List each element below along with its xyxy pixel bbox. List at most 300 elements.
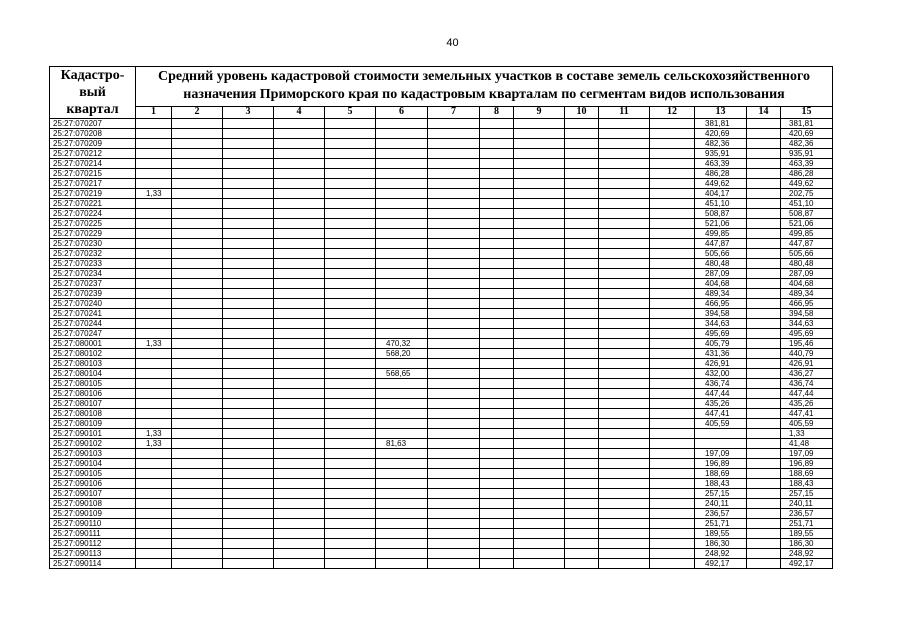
- empty-cell: [428, 239, 480, 249]
- empty-cell: [650, 499, 695, 509]
- table-row: [50, 399, 833, 409]
- empty-cell: [480, 459, 514, 469]
- cell-col-1: [136, 479, 172, 489]
- cell-col-1: [136, 219, 172, 229]
- header-cadastral-quarter-text: Кадастро- вый квартал: [60, 68, 125, 117]
- empty-cell: [325, 449, 376, 459]
- empty-cell: [480, 219, 514, 229]
- empty-cell: [480, 139, 514, 149]
- cadastral-code: 25:27:070217: [50, 179, 136, 189]
- empty-cell: [565, 539, 599, 549]
- empty-cell: [428, 329, 480, 339]
- empty-cell: [172, 179, 223, 189]
- empty-cell: [599, 359, 650, 369]
- cell-col-13: 447,41: [695, 409, 747, 419]
- empty-cell: [599, 249, 650, 259]
- empty-cell: [599, 129, 650, 139]
- empty-cell: [325, 439, 376, 449]
- empty-cell: [514, 229, 565, 239]
- cell-col-15: 489,34: [781, 289, 833, 299]
- empty-cell: [565, 279, 599, 289]
- empty-cell: [650, 269, 695, 279]
- empty-cell: [480, 499, 514, 509]
- cell-col-6: [376, 199, 428, 209]
- cell-col-6: [376, 289, 428, 299]
- empty-cell: [599, 489, 650, 499]
- cell-col-6: [376, 129, 428, 139]
- empty-cell: [428, 299, 480, 309]
- empty-cell: [274, 199, 325, 209]
- empty-cell: [650, 459, 695, 469]
- empty-cell: [480, 349, 514, 359]
- cadastral-table: [49, 66, 833, 569]
- table-row: [50, 119, 833, 129]
- empty-cell: [514, 539, 565, 549]
- column-number-1: 1: [136, 106, 172, 118]
- empty-cell: [747, 389, 781, 399]
- table-row: [50, 509, 833, 519]
- empty-cell: [650, 259, 695, 269]
- empty-cell: [223, 529, 274, 539]
- empty-cell: [172, 519, 223, 529]
- empty-cell: [514, 379, 565, 389]
- cadastral-code: 25:27:070221: [50, 199, 136, 209]
- empty-cell: [274, 229, 325, 239]
- cell-col-15: 195,46: [781, 339, 833, 349]
- empty-cell: [599, 229, 650, 239]
- empty-cell: [223, 139, 274, 149]
- empty-cell: [747, 119, 781, 129]
- cadastral-code: 25:27:070233: [50, 259, 136, 269]
- empty-cell: [650, 369, 695, 379]
- cell-col-6: [376, 329, 428, 339]
- cell-col-13: 344,63: [695, 319, 747, 329]
- empty-cell: [599, 219, 650, 229]
- empty-cell: [650, 509, 695, 519]
- empty-cell: [223, 469, 274, 479]
- empty-cell: [747, 489, 781, 499]
- cadastral-code: 25:27:070230: [50, 239, 136, 249]
- cell-col-15: 248,92: [781, 549, 833, 559]
- table-row: [50, 309, 833, 319]
- empty-cell: [480, 239, 514, 249]
- empty-cell: [599, 379, 650, 389]
- empty-cell: [172, 319, 223, 329]
- empty-cell: [325, 299, 376, 309]
- cell-col-6: 470,32: [376, 339, 428, 349]
- empty-cell: [747, 349, 781, 359]
- cadastral-code: 25:27:070240: [50, 299, 136, 309]
- empty-cell: [599, 289, 650, 299]
- empty-cell: [565, 479, 599, 489]
- empty-cell: [428, 149, 480, 159]
- cadastral-code: 25:27:080001: [50, 339, 136, 349]
- cell-col-13: 482,36: [695, 139, 747, 149]
- empty-cell: [428, 219, 480, 229]
- empty-cell: [480, 309, 514, 319]
- cell-col-6: [376, 509, 428, 519]
- empty-cell: [650, 549, 695, 559]
- empty-cell: [599, 309, 650, 319]
- empty-cell: [172, 149, 223, 159]
- cell-col-6: [376, 479, 428, 489]
- empty-cell: [480, 559, 514, 569]
- empty-cell: [274, 139, 325, 149]
- empty-cell: [480, 449, 514, 459]
- empty-cell: [599, 299, 650, 309]
- cell-col-6: [376, 209, 428, 219]
- empty-cell: [599, 179, 650, 189]
- cell-col-13: 495,69: [695, 329, 747, 339]
- cell-col-15: 492,17: [781, 559, 833, 569]
- cell-col-1: 1,33: [136, 189, 172, 199]
- empty-cell: [747, 249, 781, 259]
- empty-cell: [650, 379, 695, 389]
- table-row: [50, 389, 833, 399]
- empty-cell: [223, 549, 274, 559]
- empty-cell: [480, 229, 514, 239]
- empty-cell: [480, 339, 514, 349]
- cell-col-15: 41,48: [781, 439, 833, 449]
- empty-cell: [172, 329, 223, 339]
- empty-cell: [480, 419, 514, 429]
- cell-col-6: [376, 269, 428, 279]
- empty-cell: [274, 239, 325, 249]
- empty-cell: [565, 199, 599, 209]
- table-row: [50, 239, 833, 249]
- empty-cell: [747, 439, 781, 449]
- cell-col-6: [376, 219, 428, 229]
- cell-col-6: [376, 419, 428, 429]
- empty-cell: [565, 419, 599, 429]
- empty-cell: [650, 119, 695, 129]
- empty-cell: [747, 339, 781, 349]
- empty-cell: [480, 399, 514, 409]
- cell-col-13: 405,59: [695, 419, 747, 429]
- cadastral-code: 25:27:070241: [50, 309, 136, 319]
- table-row: [50, 479, 833, 489]
- empty-cell: [514, 559, 565, 569]
- empty-cell: [172, 439, 223, 449]
- cadastral-code: 25:27:090107: [50, 489, 136, 499]
- cell-col-13: 489,34: [695, 289, 747, 299]
- empty-cell: [747, 219, 781, 229]
- empty-cell: [599, 429, 650, 439]
- empty-cell: [480, 319, 514, 329]
- cell-col-13: 451,10: [695, 199, 747, 209]
- empty-cell: [514, 509, 565, 519]
- empty-cell: [480, 479, 514, 489]
- empty-cell: [172, 489, 223, 499]
- column-number-9: 9: [514, 106, 565, 118]
- empty-cell: [650, 149, 695, 159]
- cell-col-6: [376, 249, 428, 259]
- empty-cell: [172, 169, 223, 179]
- empty-cell: [565, 289, 599, 299]
- empty-cell: [325, 549, 376, 559]
- empty-cell: [274, 409, 325, 419]
- empty-cell: [172, 209, 223, 219]
- table-row: [50, 199, 833, 209]
- cell-col-1: [136, 149, 172, 159]
- cell-col-1: [136, 419, 172, 429]
- empty-cell: [428, 339, 480, 349]
- cell-col-13: 463,39: [695, 159, 747, 169]
- cell-col-15: 381,81: [781, 119, 833, 129]
- empty-cell: [223, 169, 274, 179]
- empty-cell: [747, 559, 781, 569]
- empty-cell: [325, 429, 376, 439]
- empty-cell: [565, 259, 599, 269]
- empty-cell: [480, 169, 514, 179]
- cadastral-code: 25:27:080105: [50, 379, 136, 389]
- empty-cell: [480, 389, 514, 399]
- empty-cell: [747, 469, 781, 479]
- empty-cell: [223, 559, 274, 569]
- cell-col-13: 287,09: [695, 269, 747, 279]
- cell-col-6: [376, 239, 428, 249]
- cadastral-code: 25:27:080102: [50, 349, 136, 359]
- empty-cell: [325, 489, 376, 499]
- table-row: [50, 369, 833, 379]
- cell-col-15: 495,69: [781, 329, 833, 339]
- table-row: [50, 449, 833, 459]
- cell-col-6: 568,65: [376, 369, 428, 379]
- cadastral-code: 25:27:080106: [50, 389, 136, 399]
- empty-cell: [172, 289, 223, 299]
- table-row: [50, 149, 833, 159]
- empty-cell: [428, 429, 480, 439]
- cadastral-code: 25:27:070207: [50, 119, 136, 129]
- cell-col-13: 197,09: [695, 449, 747, 459]
- cell-col-15: 451,10: [781, 199, 833, 209]
- table-row: [50, 349, 833, 359]
- empty-cell: [325, 349, 376, 359]
- empty-cell: [274, 509, 325, 519]
- cadastral-code: 25:27:090114: [50, 559, 136, 569]
- empty-cell: [274, 159, 325, 169]
- column-number-10: 10: [565, 106, 599, 118]
- empty-cell: [747, 369, 781, 379]
- empty-cell: [274, 539, 325, 549]
- cell-col-1: [136, 359, 172, 369]
- cadastral-code: 25:27:070232: [50, 249, 136, 259]
- empty-cell: [747, 159, 781, 169]
- empty-cell: [565, 389, 599, 399]
- empty-cell: [325, 199, 376, 209]
- cell-col-1: [136, 299, 172, 309]
- cell-col-6: [376, 469, 428, 479]
- empty-cell: [650, 309, 695, 319]
- empty-cell: [480, 489, 514, 499]
- empty-cell: [747, 269, 781, 279]
- empty-cell: [223, 349, 274, 359]
- empty-cell: [565, 509, 599, 519]
- table-row: [50, 489, 833, 499]
- empty-cell: [514, 269, 565, 279]
- empty-cell: [514, 139, 565, 149]
- cell-col-1: [136, 409, 172, 419]
- empty-cell: [223, 439, 274, 449]
- empty-cell: [514, 369, 565, 379]
- empty-cell: [480, 289, 514, 299]
- table-row: [50, 249, 833, 259]
- cell-col-13: 447,44: [695, 389, 747, 399]
- empty-cell: [172, 129, 223, 139]
- cell-col-13: 436,74: [695, 379, 747, 389]
- empty-cell: [428, 229, 480, 239]
- empty-cell: [650, 129, 695, 139]
- cell-col-1: [136, 519, 172, 529]
- empty-cell: [514, 499, 565, 509]
- page-number: 40: [446, 37, 459, 49]
- empty-cell: [428, 129, 480, 139]
- cell-col-13: [695, 439, 747, 449]
- empty-cell: [747, 199, 781, 209]
- empty-cell: [428, 269, 480, 279]
- empty-cell: [428, 479, 480, 489]
- empty-cell: [428, 549, 480, 559]
- cell-col-1: [136, 549, 172, 559]
- empty-cell: [514, 549, 565, 559]
- table-row: [50, 469, 833, 479]
- empty-cell: [565, 319, 599, 329]
- table-row: [50, 439, 833, 449]
- cadastral-code: 25:27:070212: [50, 149, 136, 159]
- column-number-12: 12: [650, 106, 695, 118]
- empty-cell: [172, 299, 223, 309]
- cell-col-6: [376, 119, 428, 129]
- cell-col-15: 426,91: [781, 359, 833, 369]
- cell-col-13: [695, 429, 747, 439]
- cell-col-6: [376, 359, 428, 369]
- cell-col-6: [376, 529, 428, 539]
- cell-col-13: 236,57: [695, 509, 747, 519]
- cell-col-1: 1,33: [136, 429, 172, 439]
- empty-cell: [650, 239, 695, 249]
- empty-cell: [565, 329, 599, 339]
- cell-col-15: 482,36: [781, 139, 833, 149]
- empty-cell: [172, 189, 223, 199]
- empty-cell: [274, 309, 325, 319]
- cell-col-1: [136, 209, 172, 219]
- cell-col-6: 81,63: [376, 439, 428, 449]
- empty-cell: [223, 479, 274, 489]
- empty-cell: [274, 129, 325, 139]
- empty-cell: [599, 459, 650, 469]
- column-number-2: 2: [172, 106, 223, 118]
- cell-col-15: 197,09: [781, 449, 833, 459]
- cell-col-6: [376, 169, 428, 179]
- table-row: [50, 169, 833, 179]
- empty-cell: [747, 479, 781, 489]
- empty-cell: [514, 469, 565, 479]
- empty-cell: [565, 519, 599, 529]
- cell-col-6: [376, 489, 428, 499]
- empty-cell: [565, 429, 599, 439]
- empty-cell: [514, 349, 565, 359]
- empty-cell: [565, 269, 599, 279]
- empty-cell: [514, 279, 565, 289]
- table-row: [50, 409, 833, 419]
- empty-cell: [480, 299, 514, 309]
- empty-cell: [428, 499, 480, 509]
- empty-cell: [599, 469, 650, 479]
- empty-cell: [172, 199, 223, 209]
- cell-col-13: 188,69: [695, 469, 747, 479]
- empty-cell: [325, 339, 376, 349]
- empty-cell: [172, 219, 223, 229]
- table-row: [50, 129, 833, 139]
- empty-cell: [514, 489, 565, 499]
- cell-col-15: 449,62: [781, 179, 833, 189]
- cadastral-code: 25:27:090108: [50, 499, 136, 509]
- empty-cell: [325, 149, 376, 159]
- empty-cell: [565, 189, 599, 199]
- table-row: [50, 299, 833, 309]
- empty-cell: [172, 469, 223, 479]
- empty-cell: [747, 189, 781, 199]
- cadastral-code: 25:27:090113: [50, 549, 136, 559]
- cell-col-13: 404,68: [695, 279, 747, 289]
- cell-col-13: 420,69: [695, 129, 747, 139]
- cell-col-15: 466,95: [781, 299, 833, 309]
- empty-cell: [747, 329, 781, 339]
- cell-col-6: [376, 159, 428, 169]
- empty-cell: [747, 519, 781, 529]
- empty-cell: [172, 389, 223, 399]
- empty-cell: [428, 369, 480, 379]
- empty-cell: [599, 549, 650, 559]
- empty-cell: [172, 539, 223, 549]
- cell-col-1: [136, 499, 172, 509]
- empty-cell: [650, 479, 695, 489]
- cell-col-13: 432,00: [695, 369, 747, 379]
- cell-col-1: [136, 259, 172, 269]
- cell-col-6: [376, 559, 428, 569]
- empty-cell: [599, 399, 650, 409]
- empty-cell: [650, 189, 695, 199]
- empty-cell: [223, 189, 274, 199]
- empty-cell: [325, 259, 376, 269]
- empty-cell: [325, 369, 376, 379]
- empty-cell: [599, 259, 650, 269]
- empty-cell: [172, 429, 223, 439]
- empty-cell: [514, 189, 565, 199]
- cell-col-15: 486,28: [781, 169, 833, 179]
- empty-cell: [172, 159, 223, 169]
- cell-col-1: [136, 269, 172, 279]
- empty-cell: [223, 509, 274, 519]
- empty-cell: [650, 429, 695, 439]
- empty-cell: [650, 249, 695, 259]
- cell-col-15: 236,57: [781, 509, 833, 519]
- cell-col-15: 1,33: [781, 429, 833, 439]
- empty-cell: [599, 449, 650, 459]
- empty-cell: [223, 279, 274, 289]
- empty-cell: [428, 199, 480, 209]
- empty-cell: [650, 469, 695, 479]
- empty-cell: [599, 169, 650, 179]
- empty-cell: [325, 179, 376, 189]
- table-row: [50, 189, 833, 199]
- cell-col-13: 499,85: [695, 229, 747, 239]
- cell-col-1: [136, 329, 172, 339]
- empty-cell: [650, 169, 695, 179]
- cadastral-code: 25:27:080103: [50, 359, 136, 369]
- empty-cell: [514, 259, 565, 269]
- cell-col-15: 505,66: [781, 249, 833, 259]
